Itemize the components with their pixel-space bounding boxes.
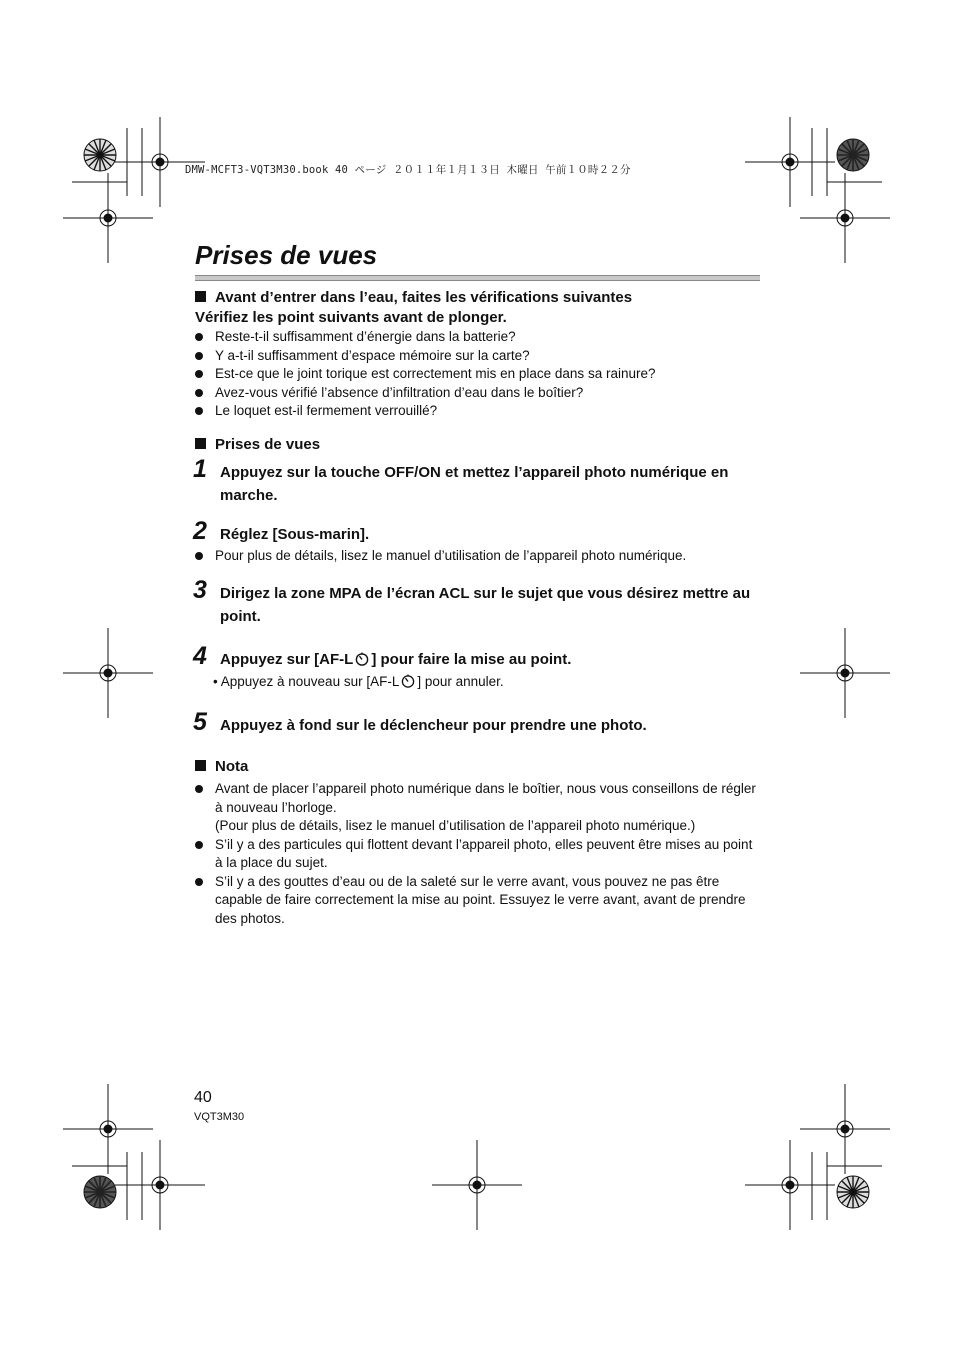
section-heading-text: Avant d’entrer dans l’eau, faites les vérifications suivantes	[215, 289, 633, 306]
section-subheading: Vérifiez les point suivants avant de plonger.	[195, 309, 507, 326]
bullet-icon	[195, 407, 203, 415]
nota-list	[195, 780, 760, 928]
step-number: 5	[193, 708, 207, 736]
list-item: S’il y a des particules qui flottent devant l’appareil photo, elles peuvent être mises au point à la place du sujet.	[195, 836, 760, 873]
step-5	[193, 708, 763, 737]
step-text: Réglez [Sous-marin].	[220, 526, 370, 543]
star-target-icon	[836, 1175, 870, 1209]
step-text: Appuyez sur la touche OFF/ON et mettez l’appareil photo numérique en marche.	[220, 464, 729, 504]
section-heading-checks	[195, 289, 632, 306]
registration-mark-icon	[800, 628, 890, 718]
print-header: DMW-MCFT3-VQT3M30.book 40 ページ ２０１１年１月１３日 木曜日 午前１０時２２分	[185, 164, 631, 176]
square-bullet-icon	[195, 438, 206, 449]
square-bullet-icon	[195, 760, 206, 771]
step-1	[193, 455, 763, 507]
star-target-icon	[83, 138, 117, 172]
section-heading-text: Nota	[215, 758, 249, 775]
step-text: Dirigez la zone MPA de l’écran ACL sur le sujet que vous désirez mettre au point.	[220, 585, 751, 625]
registration-mark-icon	[63, 173, 153, 263]
bullet-icon	[195, 552, 203, 560]
page-number: 40	[194, 1089, 212, 1106]
registration-mark-icon	[745, 1140, 835, 1230]
section-heading-shooting	[195, 436, 320, 453]
list-item: Reste-t-il suffisamment d’énergie dans la batterie?	[195, 328, 655, 347]
square-bullet-icon	[195, 291, 206, 302]
registration-mark-icon	[63, 628, 153, 718]
bullet-icon	[195, 333, 203, 341]
bullet-icon	[195, 878, 203, 886]
step-4-note: • Appuyez à nouveau sur [AF-L ] pour annuler.	[213, 674, 504, 689]
list-item: Avant de placer l’appareil photo numérique dans le boîtier, nous vous conseillons de régler à nouveau l’horloge. (Pour plus de détails, lisez le manuel d’utilisation de l’appareil photo numérique.)	[195, 780, 760, 836]
list-item: Est-ce que le joint torique est correctement mis en place dans sa rainure?	[195, 365, 655, 384]
step-number: 1	[193, 455, 207, 483]
step-text: Appuyez sur [AF-L ] pour faire la mise au point.	[220, 651, 572, 668]
registration-mark-icon	[115, 1140, 205, 1230]
list-item: Pour plus de détails, lisez le manuel d’utilisation de l’appareil photo numérique.	[195, 547, 686, 566]
list-item: S’il y a des gouttes d’eau ou de la saleté sur le verre avant, vous pouvez ne pas être capable de faire correctement la mise au point. Essuyez le verre avant, avant de prendre des photos.	[195, 873, 760, 929]
list-item: Avez-vous vérifié l’absence d’infiltration d’eau dans le boîtier?	[195, 384, 655, 403]
step-2-notes	[195, 547, 686, 566]
star-target-icon	[836, 138, 870, 172]
step-number: 3	[193, 576, 207, 604]
step-number: 2	[193, 517, 207, 545]
registration-mark-icon	[432, 1140, 522, 1230]
step-3	[193, 576, 763, 628]
step-2	[193, 517, 763, 546]
af-lock-timer-icon	[401, 674, 415, 688]
step-4	[193, 642, 763, 671]
document-code: VQT3M30	[194, 1111, 245, 1123]
title-rule	[195, 275, 760, 281]
section-heading-text: Prises de vues	[215, 436, 321, 453]
list-item: Y a-t-il suffisamment d’espace mémoire sur la carte?	[195, 347, 655, 366]
checklist	[195, 328, 655, 421]
page-title: Prises de vues	[195, 240, 378, 270]
star-target-icon	[83, 1175, 117, 1209]
section-heading-nota	[195, 758, 248, 775]
bullet-icon	[195, 841, 203, 849]
list-item: Le loquet est-il fermement verrouillé?	[195, 402, 655, 421]
step-text: Appuyez à fond sur le déclencheur pour prendre une photo.	[220, 717, 647, 734]
bullet-icon	[195, 370, 203, 378]
registration-mark-icon	[800, 173, 890, 263]
bullet-icon	[195, 389, 203, 397]
bullet-icon	[195, 352, 203, 360]
af-lock-timer-icon	[355, 652, 369, 666]
step-number: 4	[193, 642, 207, 670]
bullet-icon	[195, 785, 203, 793]
